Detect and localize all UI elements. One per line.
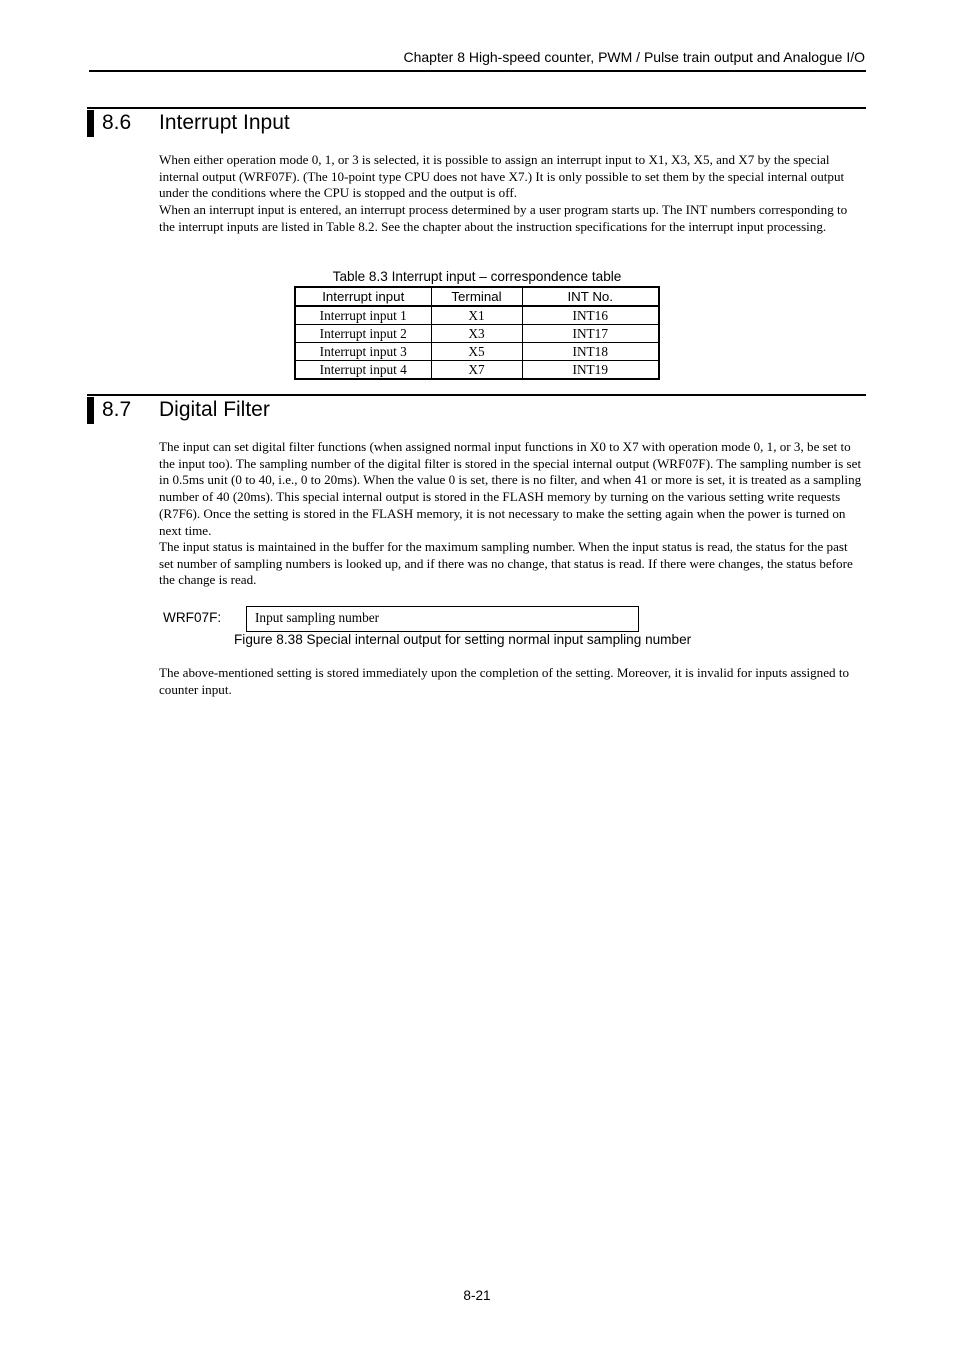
table-cell: X3 — [431, 325, 522, 343]
section-title: Interrupt Input — [159, 111, 290, 134]
register-label: WRF07F: — [163, 610, 222, 625]
section-title: Digital Filter — [159, 398, 270, 421]
section-number: 8.7 — [102, 398, 132, 421]
table-row — [295, 361, 659, 380]
table-cell: INT18 — [522, 343, 659, 361]
section-marker-bar — [87, 397, 94, 424]
table-cell: INT17 — [522, 325, 659, 343]
table-cell: INT16 — [522, 306, 659, 325]
table-cell: Interrupt input 4 — [295, 361, 431, 380]
table-cell: Interrupt input 2 — [295, 325, 431, 343]
section-heading-8-6 — [87, 107, 866, 139]
page-number: 8-21 — [463, 1288, 491, 1303]
table-cell: X5 — [431, 343, 522, 361]
figure-caption: Figure 8.38 Special internal output for setting normal input sampling number — [234, 632, 692, 647]
table-row — [295, 343, 659, 361]
section-marker-bar — [87, 110, 94, 137]
section-heading-8-7 — [87, 394, 866, 426]
register-box — [246, 606, 639, 632]
column-header: Interrupt input — [295, 287, 431, 306]
table-cell: Interrupt input 3 — [295, 343, 431, 361]
table-header-row — [295, 287, 659, 306]
table-cell: X7 — [431, 361, 522, 380]
table-cell: INT19 — [522, 361, 659, 380]
column-header: INT No. — [522, 287, 659, 306]
paragraph: The above-mentioned setting is stored immediately upon the completion of the setting. Moreover, it is invalid for inputs assigned to counter input. — [159, 665, 850, 697]
column-header: Terminal — [431, 287, 522, 306]
correspondence-table — [294, 286, 660, 380]
table-cell: Interrupt input 1 — [295, 306, 431, 325]
header-rule — [89, 70, 866, 72]
paragraph: The input status is maintained in the buffer for the maximum sampling number. When the input status is read, the status for the past set number of sampling numbers is looked up, and if there was no change, that status is read. If there were changes, the status before the change is read. — [159, 539, 853, 588]
table-cell: X1 — [431, 306, 522, 325]
table-row — [295, 325, 659, 343]
section-number: 8.6 — [102, 111, 132, 134]
paragraph: When either operation mode 0, 1, or 3 is selected, it is possible to assign an interrupt input to X1, X3, X5, and X7 by the special internal output (WRF07F). (The 10-point type CPU does not have X7.) It is only possible to set them by the special internal output under the conditions where the CPU is stopped and the output is off. — [159, 152, 845, 201]
table-row — [295, 306, 659, 325]
table-caption: Table 8.3 Interrupt input – correspondence table — [332, 269, 622, 284]
running-header: Chapter 8 High-speed counter, PWM / Pulse train output and Analogue I/O — [403, 49, 865, 65]
paragraph: When an interrupt input is entered, an interrupt process determined by a user program starts up. The INT numbers corresponding to the interrupt inputs are listed in Table 8.2. See the chapter about the instruction specifications for the interrupt input processing. — [159, 202, 848, 234]
paragraph: The input can set digital filter functions (when assigned normal input functions in X0 to X7 with operation mode 0, 1, or 3, be set to the input too). The sampling number of the digital filter is stored in the special internal output (WRF07F). The sampling number is set in 0.5ms unit (0 to 40, i.e., 0 to 20ms). When the value 0 is set, there is no filter, and when 41 or more is set, it is treated as a sampling number of 40 (20ms). This special internal output is stored in the FLASH memory by turning on the various setting write requests (R7F6). Once the setting is stored in the FLASH memory, it is not necessary to make the setting again when the power is turned on next time. — [159, 439, 862, 538]
register-box-text: Input sampling number — [255, 610, 380, 625]
